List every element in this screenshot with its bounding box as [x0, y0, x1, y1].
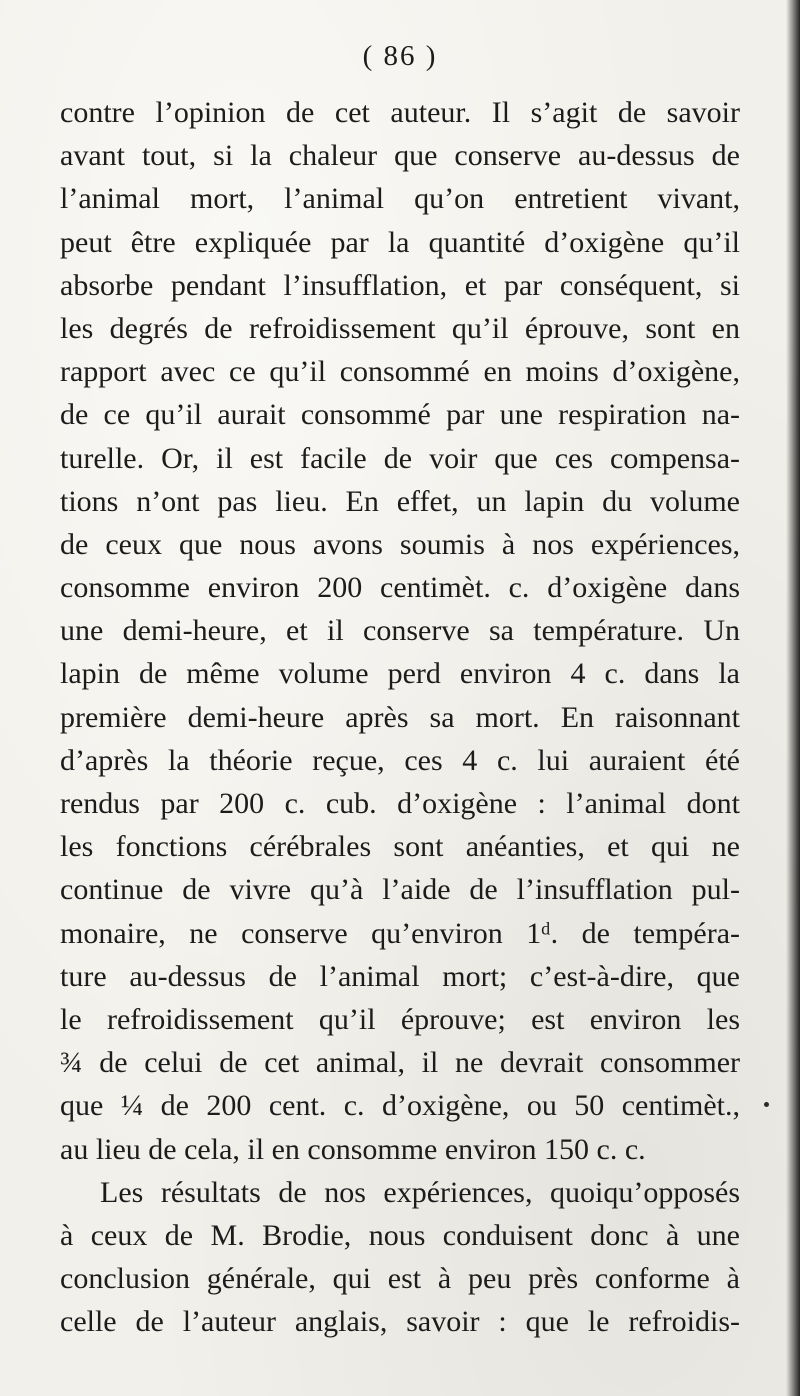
paragraph-1 [60, 91, 740, 1171]
text-line: les fonctions cérébrales sont anéanties, et qui ne [60, 830, 740, 864]
text-line: celle de l’auteur anglais, savoir : que le refroidis- [60, 1305, 740, 1339]
text-line: conclusion générale, qui est à peu près conforme à [60, 1262, 740, 1296]
text-line: turelle. Or, il est facile de voir que ces compensa- [60, 441, 740, 475]
text-line: de ce qu’il aurait consommé par une respiration na- [60, 398, 740, 432]
text-line: première demi-heure après sa mort. En raisonnant [60, 700, 740, 734]
text-line: au lieu de cela, il en consomme environ 150 c. c. [60, 1132, 646, 1166]
text-line: de ceux que nous avons soumis à nos expériences, [60, 527, 740, 561]
text-line: à ceux de M. Brodie, nous conduisent donc à une [60, 1218, 740, 1252]
text-line: consomme environ 200 centimèt. c. d’oxigène dans [60, 571, 740, 605]
text-line: avant tout, si la chaleur que conserve au-dessus de [60, 139, 740, 173]
text-line: monaire, ne conserve qu’environ 1ᵈ. de tempéra- [60, 916, 740, 950]
text-line: continue de vivre qu’à l’aide de l’insufflation pul- [60, 873, 740, 907]
text-line: Les résultats de nos expériences, quoiqu’opposés [100, 1175, 740, 1209]
text-line: ¾ de celui de cet animal, il ne devrait consommer [60, 1046, 740, 1080]
ink-speck [764, 1102, 769, 1107]
text-line: les degrés de refroidissement qu’il éprouve, sont en [60, 311, 740, 345]
text-line: tions n’ont pas lieu. En effet, un lapin du volume [60, 484, 740, 518]
text-line: ture au-dessus de l’animal mort; c’est-à-dire, que [60, 959, 740, 993]
text-line: une demi-heure, et il conserve sa température. Un [60, 614, 740, 648]
text-line: l’animal mort, l’animal qu’on entretient vivant, [60, 182, 740, 216]
body-text [60, 91, 740, 1343]
text-line: absorbe pendant l’insufflation, et par conséquent, si [60, 268, 740, 302]
text-line: peut être expliquée par la quantité d’oxigène qu’il [60, 225, 740, 259]
text-line: rendus par 200 c. cub. d’oxigène : l’animal dont [60, 787, 740, 820]
text-line: d’après la théorie reçue, ces 4 c. lui auraient été [60, 743, 740, 777]
page-number: ( 86 ) [362, 40, 438, 72]
text-line: lapin de même volume perd environ 4 c. dans la [60, 657, 740, 691]
text-line: rapport avec ce qu’il consommé en moins d’oxigène, [60, 355, 740, 389]
text-line: que ¼ de 200 cent. c. d’oxigène, ou 50 centimèt., [60, 1089, 740, 1123]
text-line: contre l’opinion de cet auteur. Il s’agit de savoir [60, 96, 740, 129]
paragraph-2 [60, 1171, 740, 1344]
text-line: le refroidissement qu’il éprouve; est environ les [60, 1002, 740, 1036]
